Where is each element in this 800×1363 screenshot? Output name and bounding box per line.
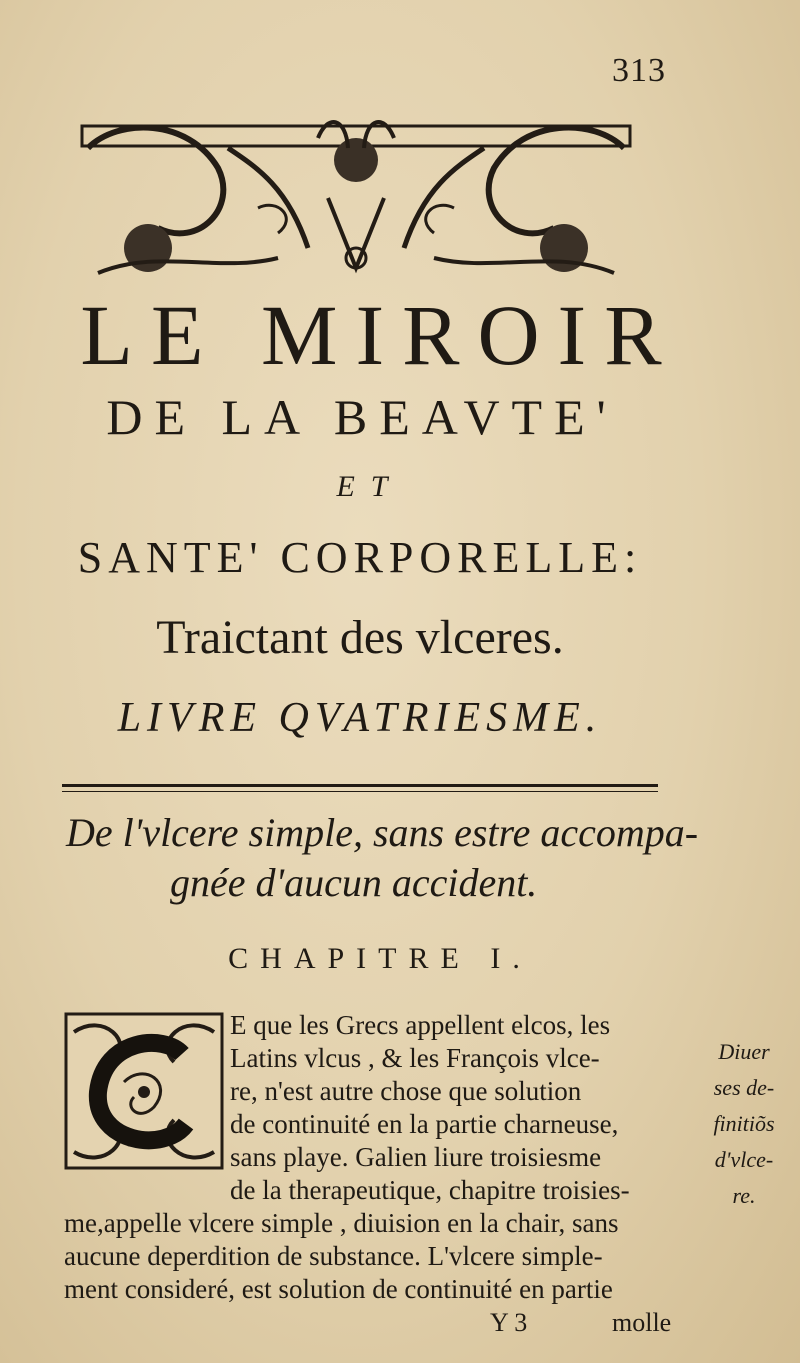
chapter-heading-line-2: gnée d'aucun accident. (170, 860, 538, 905)
chapter-heading (66, 808, 706, 908)
body-line-8: aucune deperdition de substance. L'vlcere simple- (64, 1241, 603, 1271)
divider-rule-thin (62, 791, 658, 792)
margin-note-line-1: Diuer (718, 1039, 770, 1064)
title-line-2: DE LA BEAVTE' (106, 389, 618, 445)
drop-cap-c-icon (64, 1012, 224, 1170)
signature-mark: Y 3 (490, 1308, 528, 1337)
page-number: 313 (612, 52, 666, 89)
title-line-3: ET (336, 470, 404, 503)
body-line-1: E que les Grecs appellent elcos, les (230, 1010, 611, 1040)
ornament-headpiece (78, 108, 634, 280)
book-title: LIVRE QVATRIESME. (117, 695, 603, 741)
title-line-4: SANTE' CORPORELLE: (77, 533, 643, 582)
catchword: molle (612, 1308, 672, 1337)
margin-note-line-2: ses de- (713, 1075, 775, 1100)
margin-note-line-5: re. (732, 1183, 756, 1208)
body-line-4: de continuité en la partie charneuse, (230, 1109, 619, 1139)
body-line-6: de la therapeutique, chapitre troisies- (230, 1175, 630, 1205)
body-line-5: sans playe. Galien liure troisiesme (230, 1142, 602, 1172)
body-line-7: me,appelle vlcere simple , diuision en la chair, sans (64, 1208, 619, 1238)
body-line-2: Latins vlcus , & les François vlce- (230, 1043, 600, 1073)
divider-rule-thick (62, 784, 658, 787)
body-line-3: re, n'est autre chose que solution (230, 1076, 582, 1106)
title-line-5: Traictant des vlceres. (156, 611, 564, 664)
margin-note (692, 1034, 796, 1214)
chapter-number: CHAPITRE I. (228, 942, 532, 975)
title-line-1: LE MIROIR (80, 287, 680, 383)
margin-note-line-4: d'vlce- (714, 1147, 774, 1172)
body-line-9: ment consideré, est solution de continuité en partie (64, 1274, 613, 1304)
margin-note-line-3: finitiõs (713, 1111, 775, 1136)
chapter-heading-line-1: De l'vlcere simple, sans estre accompa- (66, 810, 699, 855)
